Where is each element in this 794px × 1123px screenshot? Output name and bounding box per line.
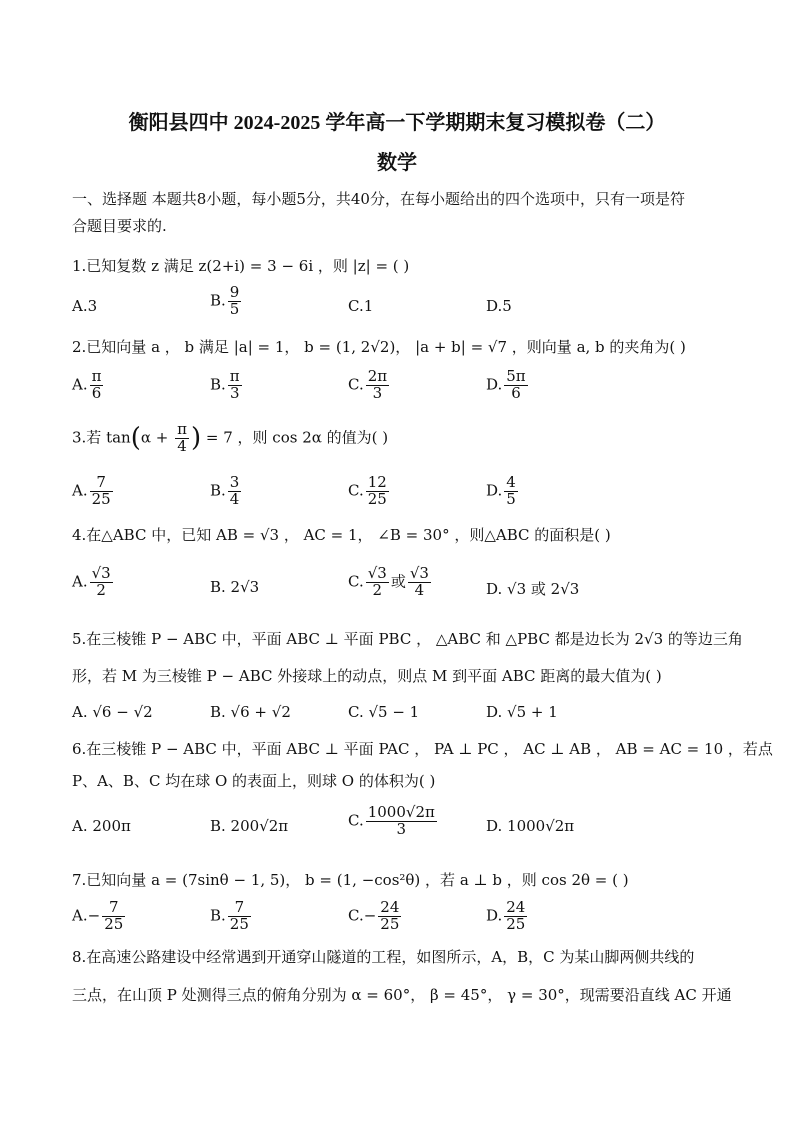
question-2-stem: 2.已知向量 a ， b 满足 |a| = 1， b = (1, 2√2)， |a + b| = √7 ，则向量 a, b 的夹角为( ) xyxy=(72,338,686,356)
q2-option-a: A. $\frac{\pi}{6}$ xyxy=(72,367,102,402)
question-6-line1: 6.在三棱锥 P − ABC 中，平面 ABC ⊥ 平面 PAC ， PA ⊥ PC ， AC ⊥ AB ， AB = AC = 10 ，若点 xyxy=(72,740,773,758)
q4-option-b: B. 2√3 xyxy=(210,578,260,596)
question-6-line2: P、A、B、C 均在球 O 的表面上，则球 O 的体积为( ) xyxy=(72,772,436,790)
q1-option-b: B. $\frac{9}{5}$ xyxy=(210,283,240,318)
q6-option-b: B. 200√2π xyxy=(210,817,289,835)
q5-option-b: B. √6 + √2 xyxy=(210,703,291,721)
question-1-stem: 1.已知复数 z 满足 z(2+i) = 3 − 6i ，则 |z| = ( ) xyxy=(72,257,410,275)
q3-option-d: D. $\frac{4}{5}$ xyxy=(486,473,516,508)
question-8-line1: 8.在高速公路建设中经常遇到开通穿山隧道的工程，如图所示，A，B，C 为某山脚两侧共线的 xyxy=(72,948,695,966)
q7-option-c: C.− $\frac{24}{25}$ xyxy=(348,898,400,933)
section-instructions-line1: 一、选择题 本题共8小题，每小题5分，共40分，在每小题给出的四个选项中，只有一项是符 xyxy=(72,190,685,208)
question-8-line2: 三点，在山顶 P 处测得三点的俯角分别为 α = 60°， β = 45°， γ = 30°，现需要沿直线 AC 开通 xyxy=(72,986,732,1004)
q5-option-d: D. √5 + 1 xyxy=(486,703,558,721)
subject-heading: 数学 xyxy=(377,152,417,174)
question-7-stem: 7.已知向量 a = (7sinθ − 1, 5)， b = (1, −cos²θ) ，若 a ⊥ b ，则 cos 2θ = ( ) xyxy=(72,871,629,889)
question-5-line2: 形，若 M 为三棱锥 P − ABC 外接球上的动点，则点 M 到平面 ABC 距离的最大值为( ) xyxy=(72,667,662,685)
page-title: 衡阳县四中 2024-2025 学年高一下学期期末复习模拟卷（二） xyxy=(128,112,666,134)
q2-option-c: C. $\frac{2\pi}{3}$ xyxy=(348,367,388,402)
q6-option-d: D. 1000√2π xyxy=(486,817,575,835)
question-4-stem: 4.在△ABC 中，已知 AB = √3 ， AC = 1， ∠B = 30° ，则△ABC 的面积是( ) xyxy=(72,526,611,544)
q7-option-b: B. $\frac{7}{25}$ xyxy=(210,898,249,933)
q2-option-b: B. $\frac{\pi}{3}$ xyxy=(210,367,240,402)
q7-option-a: A.− $\frac{7}{25}$ xyxy=(72,898,124,933)
q6-option-c: C. $\frac{1000√2\pi}{3}$ xyxy=(348,803,435,838)
q5-option-c: C. √5 − 1 xyxy=(348,703,420,721)
question-5-line1: 5.在三棱锥 P − ABC 中，平面 ABC ⊥ 平面 PBC ， △ABC 和 △PBC 都是边长为 2√3 的等边三角 xyxy=(72,630,743,648)
q3-option-c: C. $\frac{12}{25}$ xyxy=(348,473,387,508)
q6-option-a: A. 200π xyxy=(72,817,131,835)
q5-option-a: A. √6 − √2 xyxy=(72,703,153,721)
question-3-stem: 3.若 tan(α + $\frac{\pi}{4}$ ) = 7 ，则 cos 2α 的值为( ) xyxy=(72,420,389,455)
q4-option-c: C. $\frac{√3}{2}$ 或 $\frac{√3}{4}$ xyxy=(348,564,429,599)
q4-option-a: A. $\frac{√3}{2}$ xyxy=(72,564,111,599)
q4-option-d: D. √3 或 2√3 xyxy=(486,580,580,598)
q3-option-b: B. $\frac{3}{4}$ xyxy=(210,473,240,508)
q1-option-d: D.5 xyxy=(486,297,512,315)
q7-option-d: D. $\frac{24}{25}$ xyxy=(486,898,526,933)
section-instructions-line2: 合题目要求的. xyxy=(72,217,167,235)
q1-option-a: A.3 xyxy=(72,297,98,315)
q1-option-c: C.1 xyxy=(348,297,374,315)
q3-option-a: A. $\frac{7}{25}$ xyxy=(72,473,111,508)
q2-option-d: D. $\frac{5\pi}{6}$ xyxy=(486,367,526,402)
